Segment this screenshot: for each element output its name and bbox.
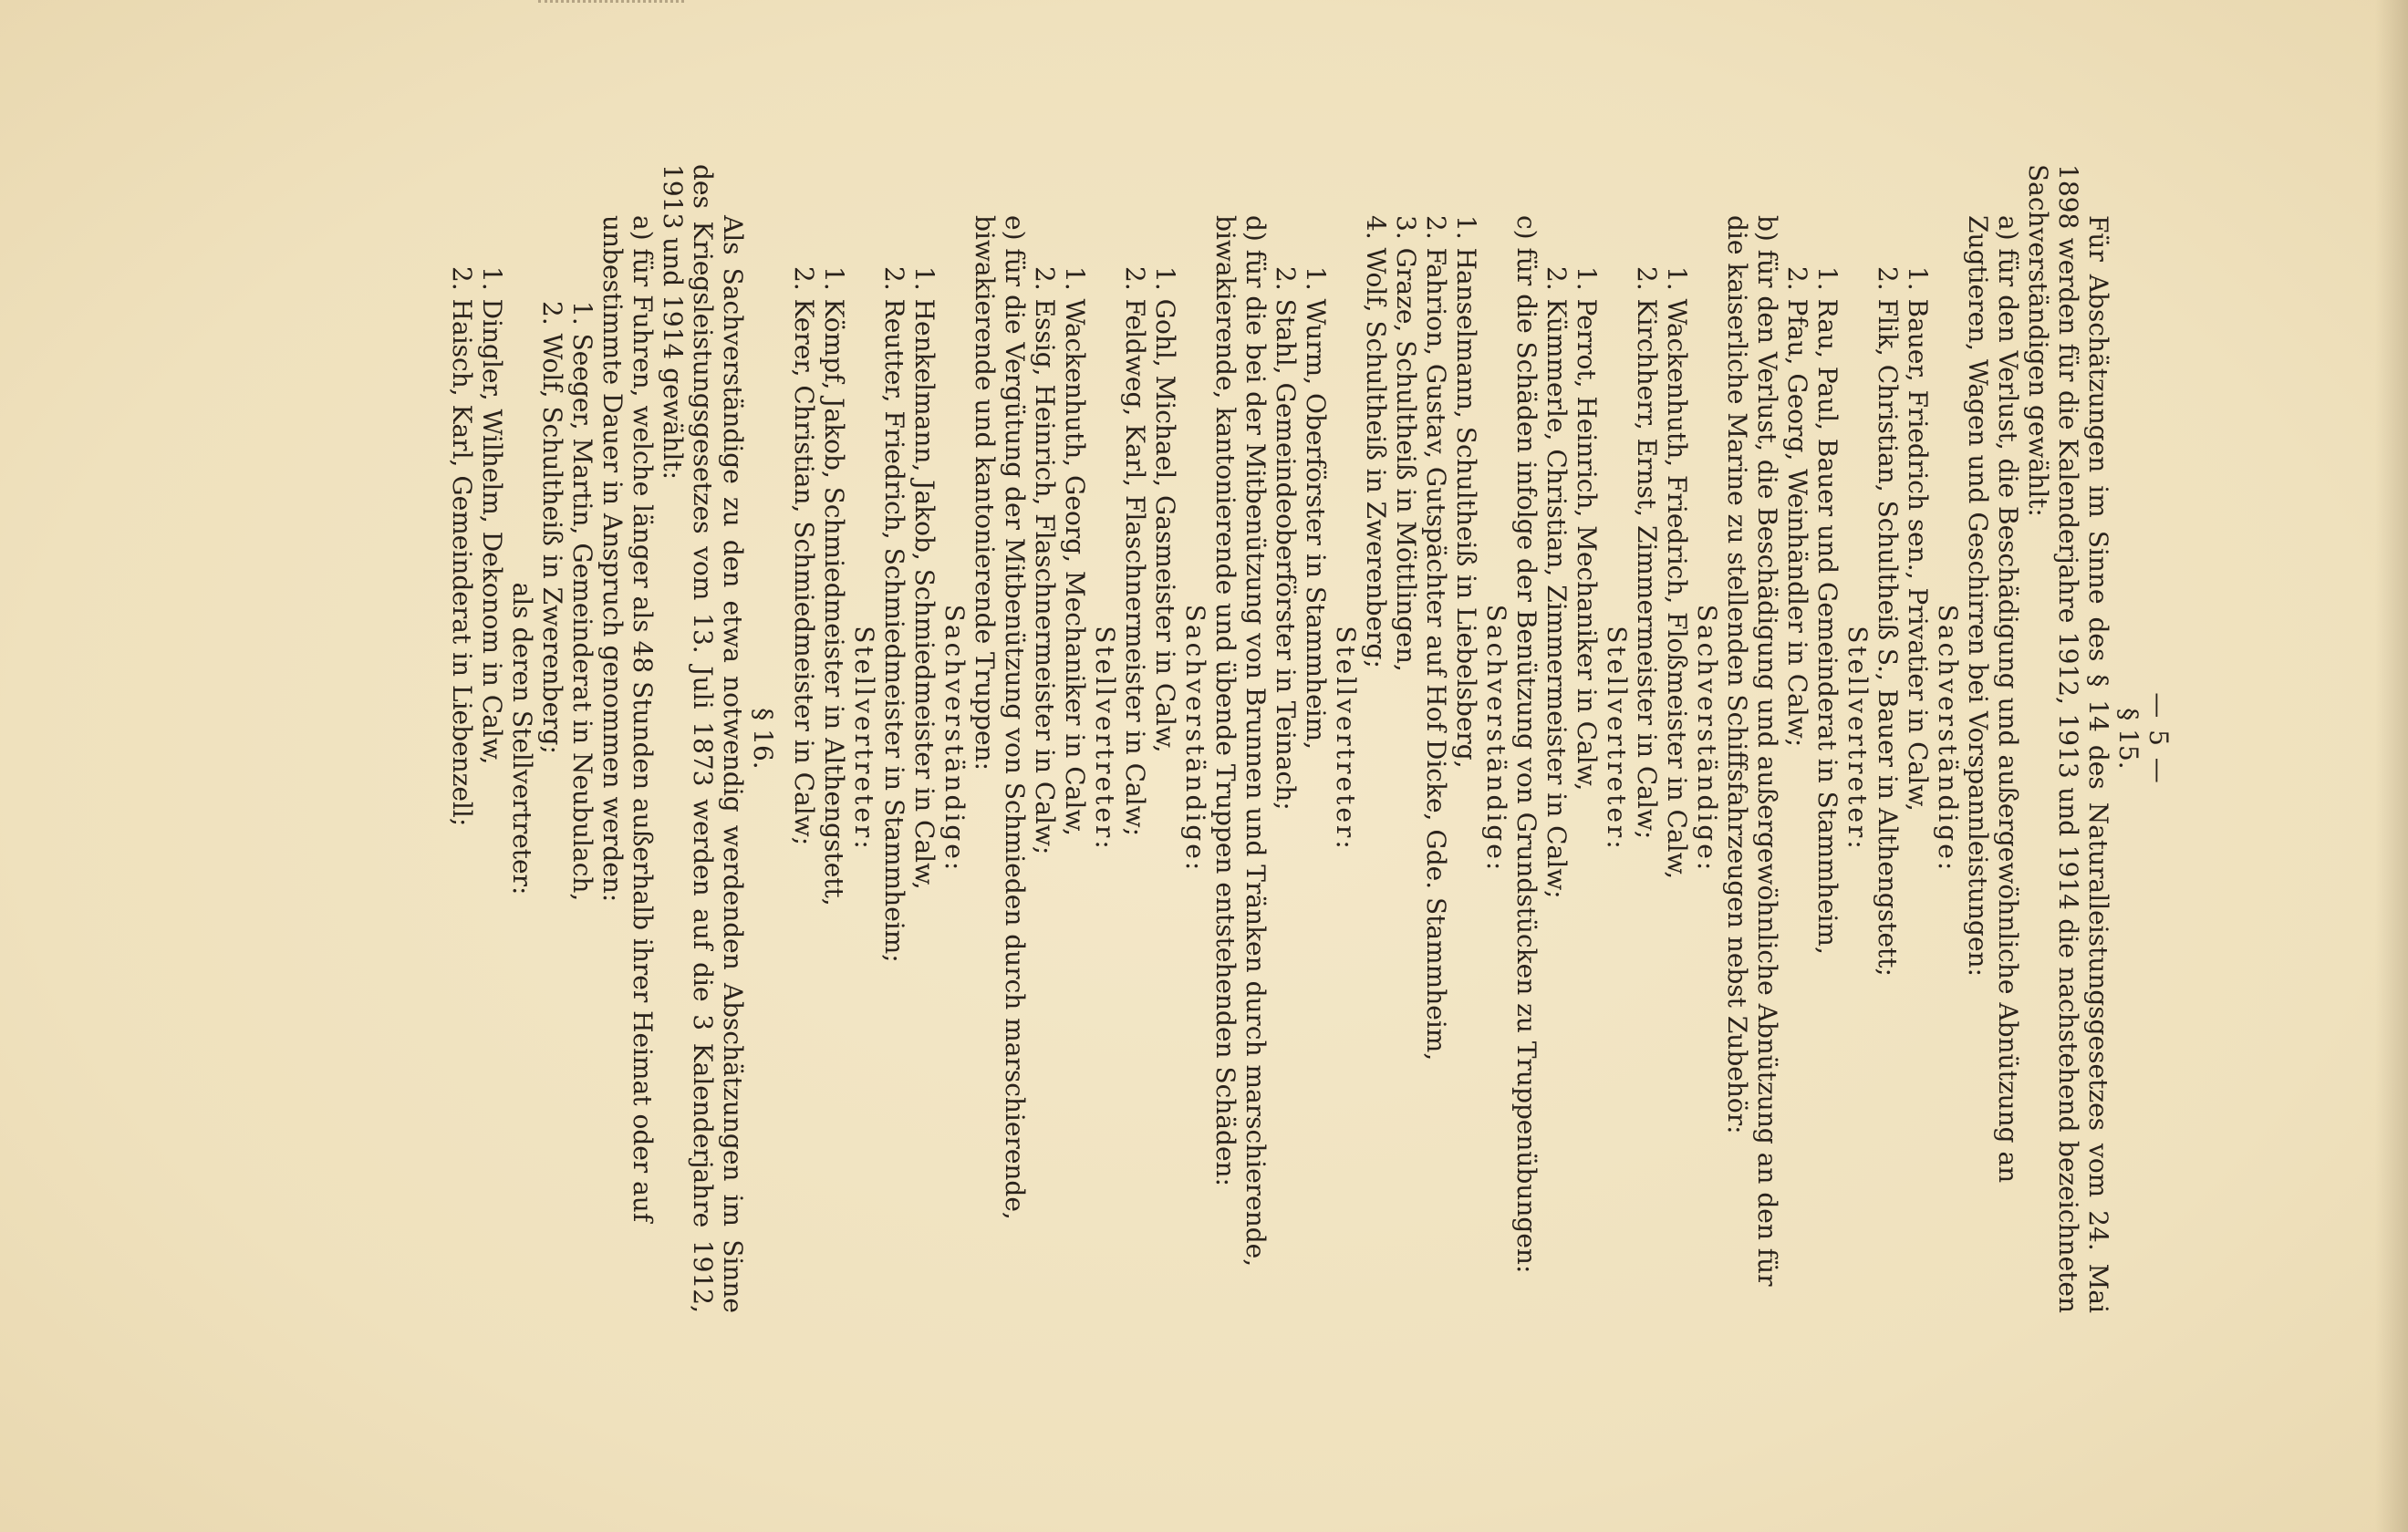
s15-c-expert-2: 2. Fahrion, Gustav, Gutspächter auf Hof Dicke, Gde. Stammheim, [1421, 215, 1451, 1061]
s15-c-expert-4: 4. Wolf, Schultheiß in Zwerenberg; [1361, 215, 1391, 668]
s15-c-expert-1: 1. Hanselmann, Schultheiß in Liebelsberg, [1451, 215, 1481, 769]
section-16-heading: § 16. [748, 708, 778, 770]
s15-b-deputy-2: 2. Kümmerle, Christian, Zimmermeister in Calw; [1541, 266, 1572, 899]
s15-e-experts-label: Sachverständige: [939, 604, 970, 874]
s15-d-deputies-label: Stellvertreter: [1090, 626, 1120, 852]
s15-a-deputy-2: 2. Pfau, Georg, Weinhändler in Calw; [1782, 266, 1812, 748]
s16-a-deputies-label: als deren Stellvertreter: [507, 582, 537, 895]
s15-a-title: a) für den Verlust, die Beschädigung und außergewöhnliche Abnützung an Zugtieren, Wagen und Geschirren bei Vorspannleistungen: [1963, 215, 2023, 1184]
s15-c-expert-3: 3. Graze, Schultheiß in Möttlingen, [1391, 215, 1421, 672]
s15-a-deputy-1: 1. Rau, Paul, Bauer und Gemeinderat in Stammheim, [1812, 266, 1842, 955]
s15-a-expert-1: 1. Bauer, Friedrich sen., Privatier in Calw, [1903, 266, 1933, 812]
s15-c-deputy-2: 2. Stahl, Gemeindeoberförster in Teinach; [1271, 266, 1301, 811]
s15-a-experts-label: Sachverständige: [1933, 604, 1963, 874]
s15-e-title: e) für die Vergütung der Mitbenützung von Schmieden durch marschierende, biwakierende und kantonierende Truppen: [970, 215, 1030, 1220]
s15-b-expert-1: 1. Wackenhuth, Friedrich, Floßmeister in Calw, [1662, 266, 1692, 880]
page-edge-shadow [2375, 0, 2408, 1532]
s15-b-experts-label: Sachverständige: [1692, 604, 1722, 874]
s16-a-expert-2: 2. Wolf, Schultheiß in Zwerenberg; [537, 301, 567, 754]
s15-c-deputies-label: Stellvertreter: [1331, 626, 1361, 852]
s15-d-deputy-2: 2. Essig, Heinrich, Flaschnermeister in Calw; [1030, 266, 1060, 855]
s15-d-expert-1: 1. Gohl, Michael, Gasmeister in Calw, [1150, 266, 1180, 753]
s15-b-title: b) für den Verlust, die Beschädigung und außergewöhnliche Abnützung an den für die kaiserliche Marine zu stellenden Schiffsfahrzeugen nebst Zubehör: [1722, 215, 1782, 1287]
s15-e-deputy-1: 1. Kömpf, Jakob, Schmiedmeister in Althengstett, [819, 266, 849, 906]
s16-a-deputy-2: 2. Haisch, Karl, Gemeinderat in Liebenzell; [447, 266, 477, 827]
s15-c-experts-label: Sachverständige: [1481, 604, 1511, 874]
s15-e-expert-1: 1. Henkelmann, Jakob, Schmiedmeister in Calw, [909, 266, 939, 890]
s15-a-expert-2: 2. Flik, Christian, Schultheiß S., Bauer in Althengstett; [1873, 266, 1903, 977]
s15-d-experts-label: Sachverständige: [1180, 604, 1210, 874]
s15-e-deputies-label: Stellvertreter: [849, 626, 879, 852]
s15-b-deputies-label: Stellvertreter: [1602, 626, 1632, 852]
s15-c-title: c) für die Schäden infolge der Benützung von Grundstücken zu Truppenübungen: [1511, 215, 1541, 1274]
s15-e-deputy-2: 2. Kerer, Christian, Schmiedmeister in Calw; [789, 266, 819, 846]
s15-c-deputy-1: 1. Wurm, Oberförster in Stammheim, [1301, 266, 1331, 750]
s16-a-expert-1: 1. Seeger, Martin, Gemeinderat in Neubulach, [567, 301, 597, 902]
s15-d-expert-2: 2. Feldweg, Karl, Flaschnermeister in Calw; [1120, 266, 1150, 837]
s15-e-expert-2: 2. Reutter, Friedrich, Schmiedmeister in Stammheim; [879, 266, 909, 963]
s16-a-title: a) für Fuhren, welche länger als 48 Stunden außerhalb ihrer Heimat oder auf unbestimmte Dauer in Anspruch genommen werden: [597, 215, 658, 1223]
s15-b-deputy-1: 1. Perrot, Heinrich, Mechaniker in Calw, [1572, 266, 1602, 792]
section-16-intro: Als Sachverständige zu den etwa notwendig werdenden Abschätzungen im Sinne des Kriegsleistungsgesetzes vom 13. Juli 1873 werden auf die 3 Kalenderjahre 1912, 1913 und 1914 gewählt: [658, 164, 748, 1313]
section-15-intro: Für Abschätzungen im Sinne des § 14 des Naturalleistungsgesetzes vom 24. Mai 1898 werden für die Kalenderjahre 1912, 1913 und 1914 die nachstehend bezeichneten Sachverständigen gewählt: [2023, 164, 2113, 1313]
binding-mark [538, 0, 684, 12]
page-number: — 5 — [2143, 692, 2174, 785]
section-15-heading: § 15. [2113, 708, 2143, 770]
s15-b-expert-2: 2. Kirchherr, Ernst, Zimmermeister in Calw; [1632, 266, 1662, 840]
s15-a-deputies-label: Stellvertreter: [1842, 626, 1873, 852]
s15-d-deputy-1: 1. Wackenhuth, Georg, Mechaniker in Calw, [1060, 266, 1090, 836]
s16-a-deputy-1: 1. Dingler, Wilhelm, Dekonom in Calw, [477, 266, 507, 765]
rotated-text-block [240, 164, 2174, 1313]
s15-d-title: d) für die bei der Mitbenützung von Brunnen und Tränken durch marschierende, biwakierende, kantonierende und übende Truppen entstehenden Schäden: [1210, 215, 1271, 1268]
